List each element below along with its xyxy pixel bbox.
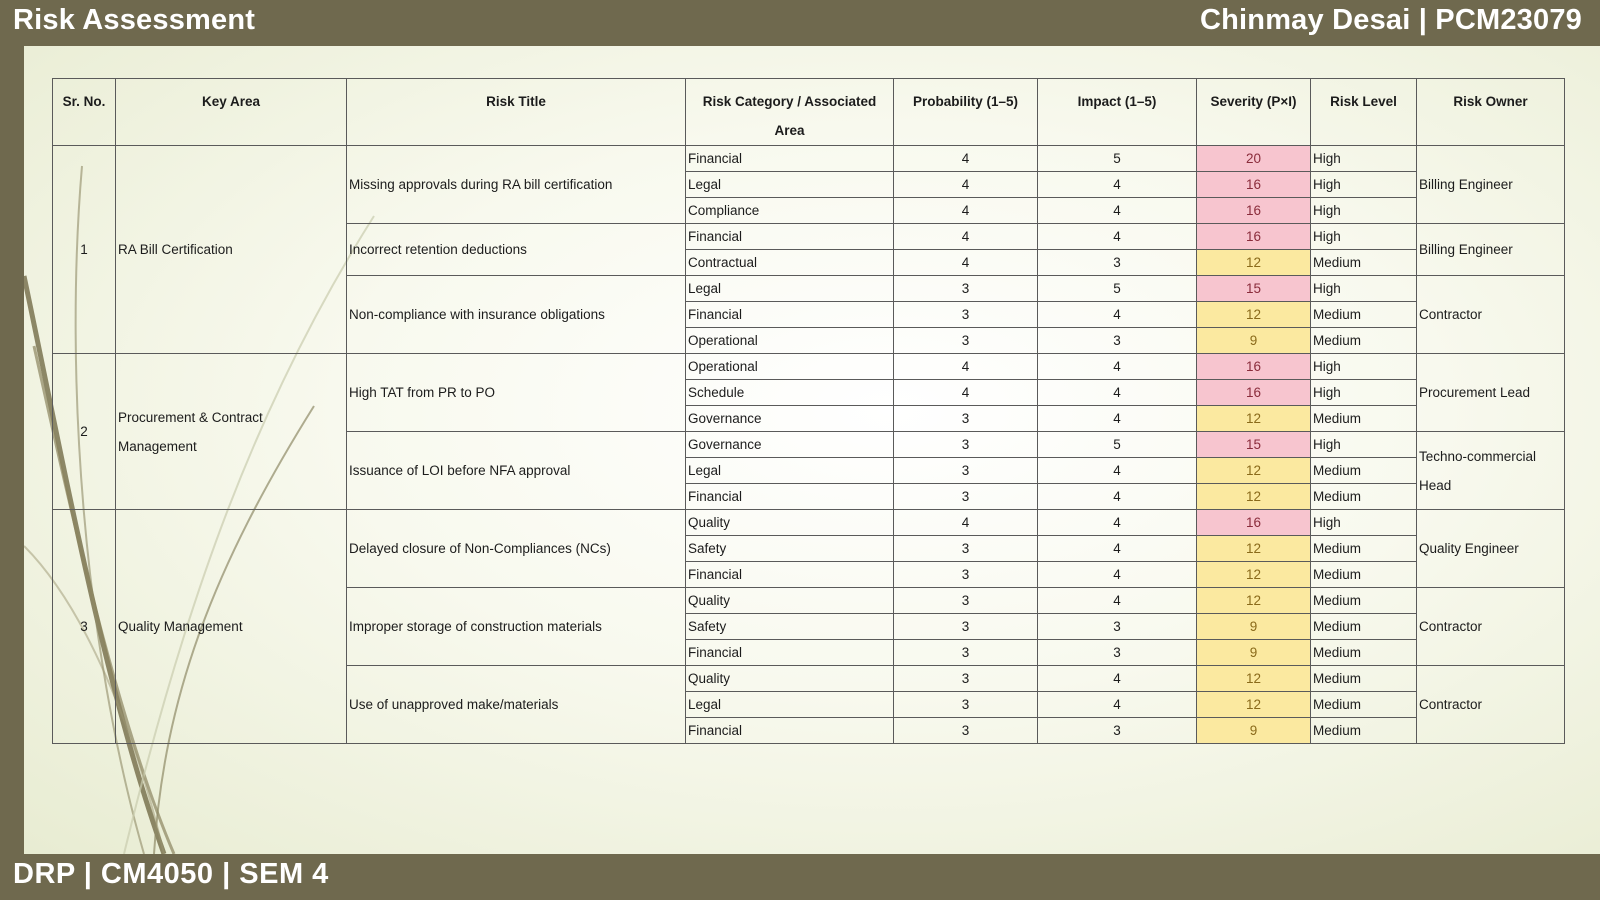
impact-cell: 5: [1038, 432, 1197, 458]
risk-owner-cell: Contractor: [1417, 588, 1565, 666]
risk-owner-cell: Procurement Lead: [1417, 354, 1565, 432]
impact-cell: 3: [1038, 614, 1197, 640]
severity-cell: 9: [1197, 640, 1311, 666]
category-cell: Financial: [686, 484, 894, 510]
category-cell: Compliance: [686, 198, 894, 224]
impact-cell: 4: [1038, 536, 1197, 562]
risk-level-cell: Medium: [1311, 406, 1417, 432]
table-header-row: [53, 79, 1565, 146]
risk-level-cell: Medium: [1311, 614, 1417, 640]
sr-no-cell: 2: [53, 354, 116, 510]
category-cell: Financial: [686, 718, 894, 744]
risk-level-cell: High: [1311, 510, 1417, 536]
category-cell: Schedule: [686, 380, 894, 406]
risk-assessment-table: [52, 78, 1565, 744]
risk-level-cell: High: [1311, 432, 1417, 458]
col-header-probability: Probability (1–5): [894, 79, 1038, 146]
col-header-risk-level: Risk Level: [1311, 79, 1417, 146]
col-header-severity: Severity (P×I): [1197, 79, 1311, 146]
impact-cell: 3: [1038, 250, 1197, 276]
probability-cell: 3: [894, 718, 1038, 744]
severity-cell: 9: [1197, 328, 1311, 354]
impact-cell: 3: [1038, 328, 1197, 354]
probability-cell: 3: [894, 692, 1038, 718]
probability-cell: 4: [894, 380, 1038, 406]
risk-owner-cell: Contractor: [1417, 276, 1565, 354]
probability-cell: 4: [894, 510, 1038, 536]
author-id: Chinmay Desai | PCM23079: [1199, 4, 1582, 36]
impact-cell: 4: [1038, 484, 1197, 510]
category-cell: Financial: [686, 640, 894, 666]
risk-title-cell: Delayed closure of Non-Compliances (NCs): [347, 510, 686, 588]
severity-cell: 12: [1197, 406, 1311, 432]
table-row: [53, 510, 1565, 536]
severity-cell: 12: [1197, 666, 1311, 692]
severity-cell: 16: [1197, 510, 1311, 536]
col-header-risk-owner: Risk Owner: [1417, 79, 1565, 146]
severity-cell: 12: [1197, 250, 1311, 276]
risk-title-cell: Non-compliance with insurance obligations: [347, 276, 686, 354]
probability-cell: 3: [894, 536, 1038, 562]
severity-cell: 20: [1197, 146, 1311, 172]
slide-title: Risk Assessment: [13, 4, 256, 36]
severity-cell: 9: [1197, 718, 1311, 744]
risk-owner-cell: Techno-commercial Head: [1417, 432, 1565, 510]
risk-level-cell: High: [1311, 354, 1417, 380]
severity-cell: 9: [1197, 614, 1311, 640]
category-cell: Safety: [686, 536, 894, 562]
impact-cell: 5: [1038, 276, 1197, 302]
severity-cell: 16: [1197, 198, 1311, 224]
risk-title-cell: Issuance of LOI before NFA approval: [347, 432, 686, 510]
sr-no-cell: 3: [53, 510, 116, 744]
probability-cell: 3: [894, 484, 1038, 510]
risk-level-cell: Medium: [1311, 588, 1417, 614]
severity-cell: 12: [1197, 484, 1311, 510]
risk-level-cell: Medium: [1311, 250, 1417, 276]
risk-owner-cell: Quality Engineer: [1417, 510, 1565, 588]
slide-content-area: [24, 46, 1600, 854]
risk-level-cell: Medium: [1311, 328, 1417, 354]
category-cell: Operational: [686, 354, 894, 380]
category-cell: Governance: [686, 406, 894, 432]
probability-cell: 4: [894, 250, 1038, 276]
probability-cell: 3: [894, 458, 1038, 484]
col-header-risk-title: Risk Title: [347, 79, 686, 146]
key-area-cell: Quality Management: [116, 510, 347, 744]
table-row: [53, 146, 1565, 172]
impact-cell: 4: [1038, 172, 1197, 198]
severity-cell: 12: [1197, 588, 1311, 614]
risk-owner-cell: Billing Engineer: [1417, 224, 1565, 276]
category-cell: Legal: [686, 692, 894, 718]
probability-cell: 4: [894, 354, 1038, 380]
risk-level-cell: Medium: [1311, 666, 1417, 692]
category-cell: Quality: [686, 510, 894, 536]
risk-level-cell: High: [1311, 198, 1417, 224]
impact-cell: 4: [1038, 510, 1197, 536]
severity-cell: 16: [1197, 354, 1311, 380]
impact-cell: 4: [1038, 198, 1197, 224]
probability-cell: 4: [894, 224, 1038, 250]
probability-cell: 4: [894, 172, 1038, 198]
col-header-risk-category: Risk Category / Associated Area: [686, 79, 894, 146]
risk-level-cell: Medium: [1311, 302, 1417, 328]
severity-cell: 12: [1197, 692, 1311, 718]
risk-level-cell: Medium: [1311, 484, 1417, 510]
risk-title-cell: High TAT from PR to PO: [347, 354, 686, 432]
probability-cell: 3: [894, 588, 1038, 614]
impact-cell: 4: [1038, 302, 1197, 328]
footer-course-info: DRP | CM4050 | SEM 4: [13, 858, 329, 890]
probability-cell: 4: [894, 198, 1038, 224]
severity-cell: 12: [1197, 458, 1311, 484]
category-cell: Financial: [686, 302, 894, 328]
probability-cell: 3: [894, 276, 1038, 302]
impact-cell: 4: [1038, 562, 1197, 588]
risk-level-cell: Medium: [1311, 718, 1417, 744]
key-area-cell: Procurement & Contract Management: [116, 354, 347, 510]
risk-level-cell: Medium: [1311, 562, 1417, 588]
impact-cell: 4: [1038, 224, 1197, 250]
impact-cell: 4: [1038, 458, 1197, 484]
impact-cell: 4: [1038, 354, 1197, 380]
sr-no-cell: 1: [53, 146, 116, 354]
key-area-cell: RA Bill Certification: [116, 146, 347, 354]
risk-owner-cell: Contractor: [1417, 666, 1565, 744]
risk-level-cell: Medium: [1311, 536, 1417, 562]
category-cell: Legal: [686, 172, 894, 198]
category-cell: Operational: [686, 328, 894, 354]
impact-cell: 5: [1038, 146, 1197, 172]
probability-cell: 3: [894, 614, 1038, 640]
risk-level-cell: Medium: [1311, 640, 1417, 666]
impact-cell: 4: [1038, 666, 1197, 692]
risk-title-cell: Improper storage of construction materials: [347, 588, 686, 666]
severity-cell: 16: [1197, 172, 1311, 198]
severity-cell: 15: [1197, 276, 1311, 302]
category-cell: Financial: [686, 224, 894, 250]
impact-cell: 3: [1038, 640, 1197, 666]
category-cell: Safety: [686, 614, 894, 640]
impact-cell: 4: [1038, 406, 1197, 432]
probability-cell: 3: [894, 432, 1038, 458]
severity-cell: 15: [1197, 432, 1311, 458]
risk-level-cell: Medium: [1311, 692, 1417, 718]
impact-cell: 4: [1038, 380, 1197, 406]
col-header-impact: Impact (1–5): [1038, 79, 1197, 146]
col-header-key-area: Key Area: [116, 79, 347, 146]
col-header-sr-no: Sr. No.: [53, 79, 116, 146]
probability-cell: 3: [894, 640, 1038, 666]
category-cell: Legal: [686, 458, 894, 484]
severity-cell: 12: [1197, 562, 1311, 588]
risk-level-cell: High: [1311, 172, 1417, 198]
category-cell: Financial: [686, 146, 894, 172]
category-cell: Financial: [686, 562, 894, 588]
probability-cell: 3: [894, 406, 1038, 432]
risk-title-cell: Missing approvals during RA bill certification: [347, 146, 686, 224]
severity-cell: 12: [1197, 302, 1311, 328]
risk-title-cell: Incorrect retention deductions: [347, 224, 686, 276]
severity-cell: 16: [1197, 224, 1311, 250]
severity-cell: 16: [1197, 380, 1311, 406]
category-cell: Quality: [686, 588, 894, 614]
probability-cell: 4: [894, 146, 1038, 172]
risk-title-cell: Use of unapproved make/materials: [347, 666, 686, 744]
probability-cell: 3: [894, 562, 1038, 588]
impact-cell: 4: [1038, 588, 1197, 614]
impact-cell: 3: [1038, 718, 1197, 744]
impact-cell: 4: [1038, 692, 1197, 718]
probability-cell: 3: [894, 302, 1038, 328]
category-cell: Contractual: [686, 250, 894, 276]
probability-cell: 3: [894, 666, 1038, 692]
category-cell: Quality: [686, 666, 894, 692]
risk-level-cell: High: [1311, 380, 1417, 406]
category-cell: Legal: [686, 276, 894, 302]
risk-level-cell: High: [1311, 224, 1417, 250]
table-row: [53, 354, 1565, 380]
probability-cell: 3: [894, 328, 1038, 354]
severity-cell: 12: [1197, 536, 1311, 562]
risk-level-cell: Medium: [1311, 458, 1417, 484]
risk-owner-cell: Billing Engineer: [1417, 146, 1565, 224]
category-cell: Governance: [686, 432, 894, 458]
risk-level-cell: High: [1311, 146, 1417, 172]
risk-level-cell: High: [1311, 276, 1417, 302]
